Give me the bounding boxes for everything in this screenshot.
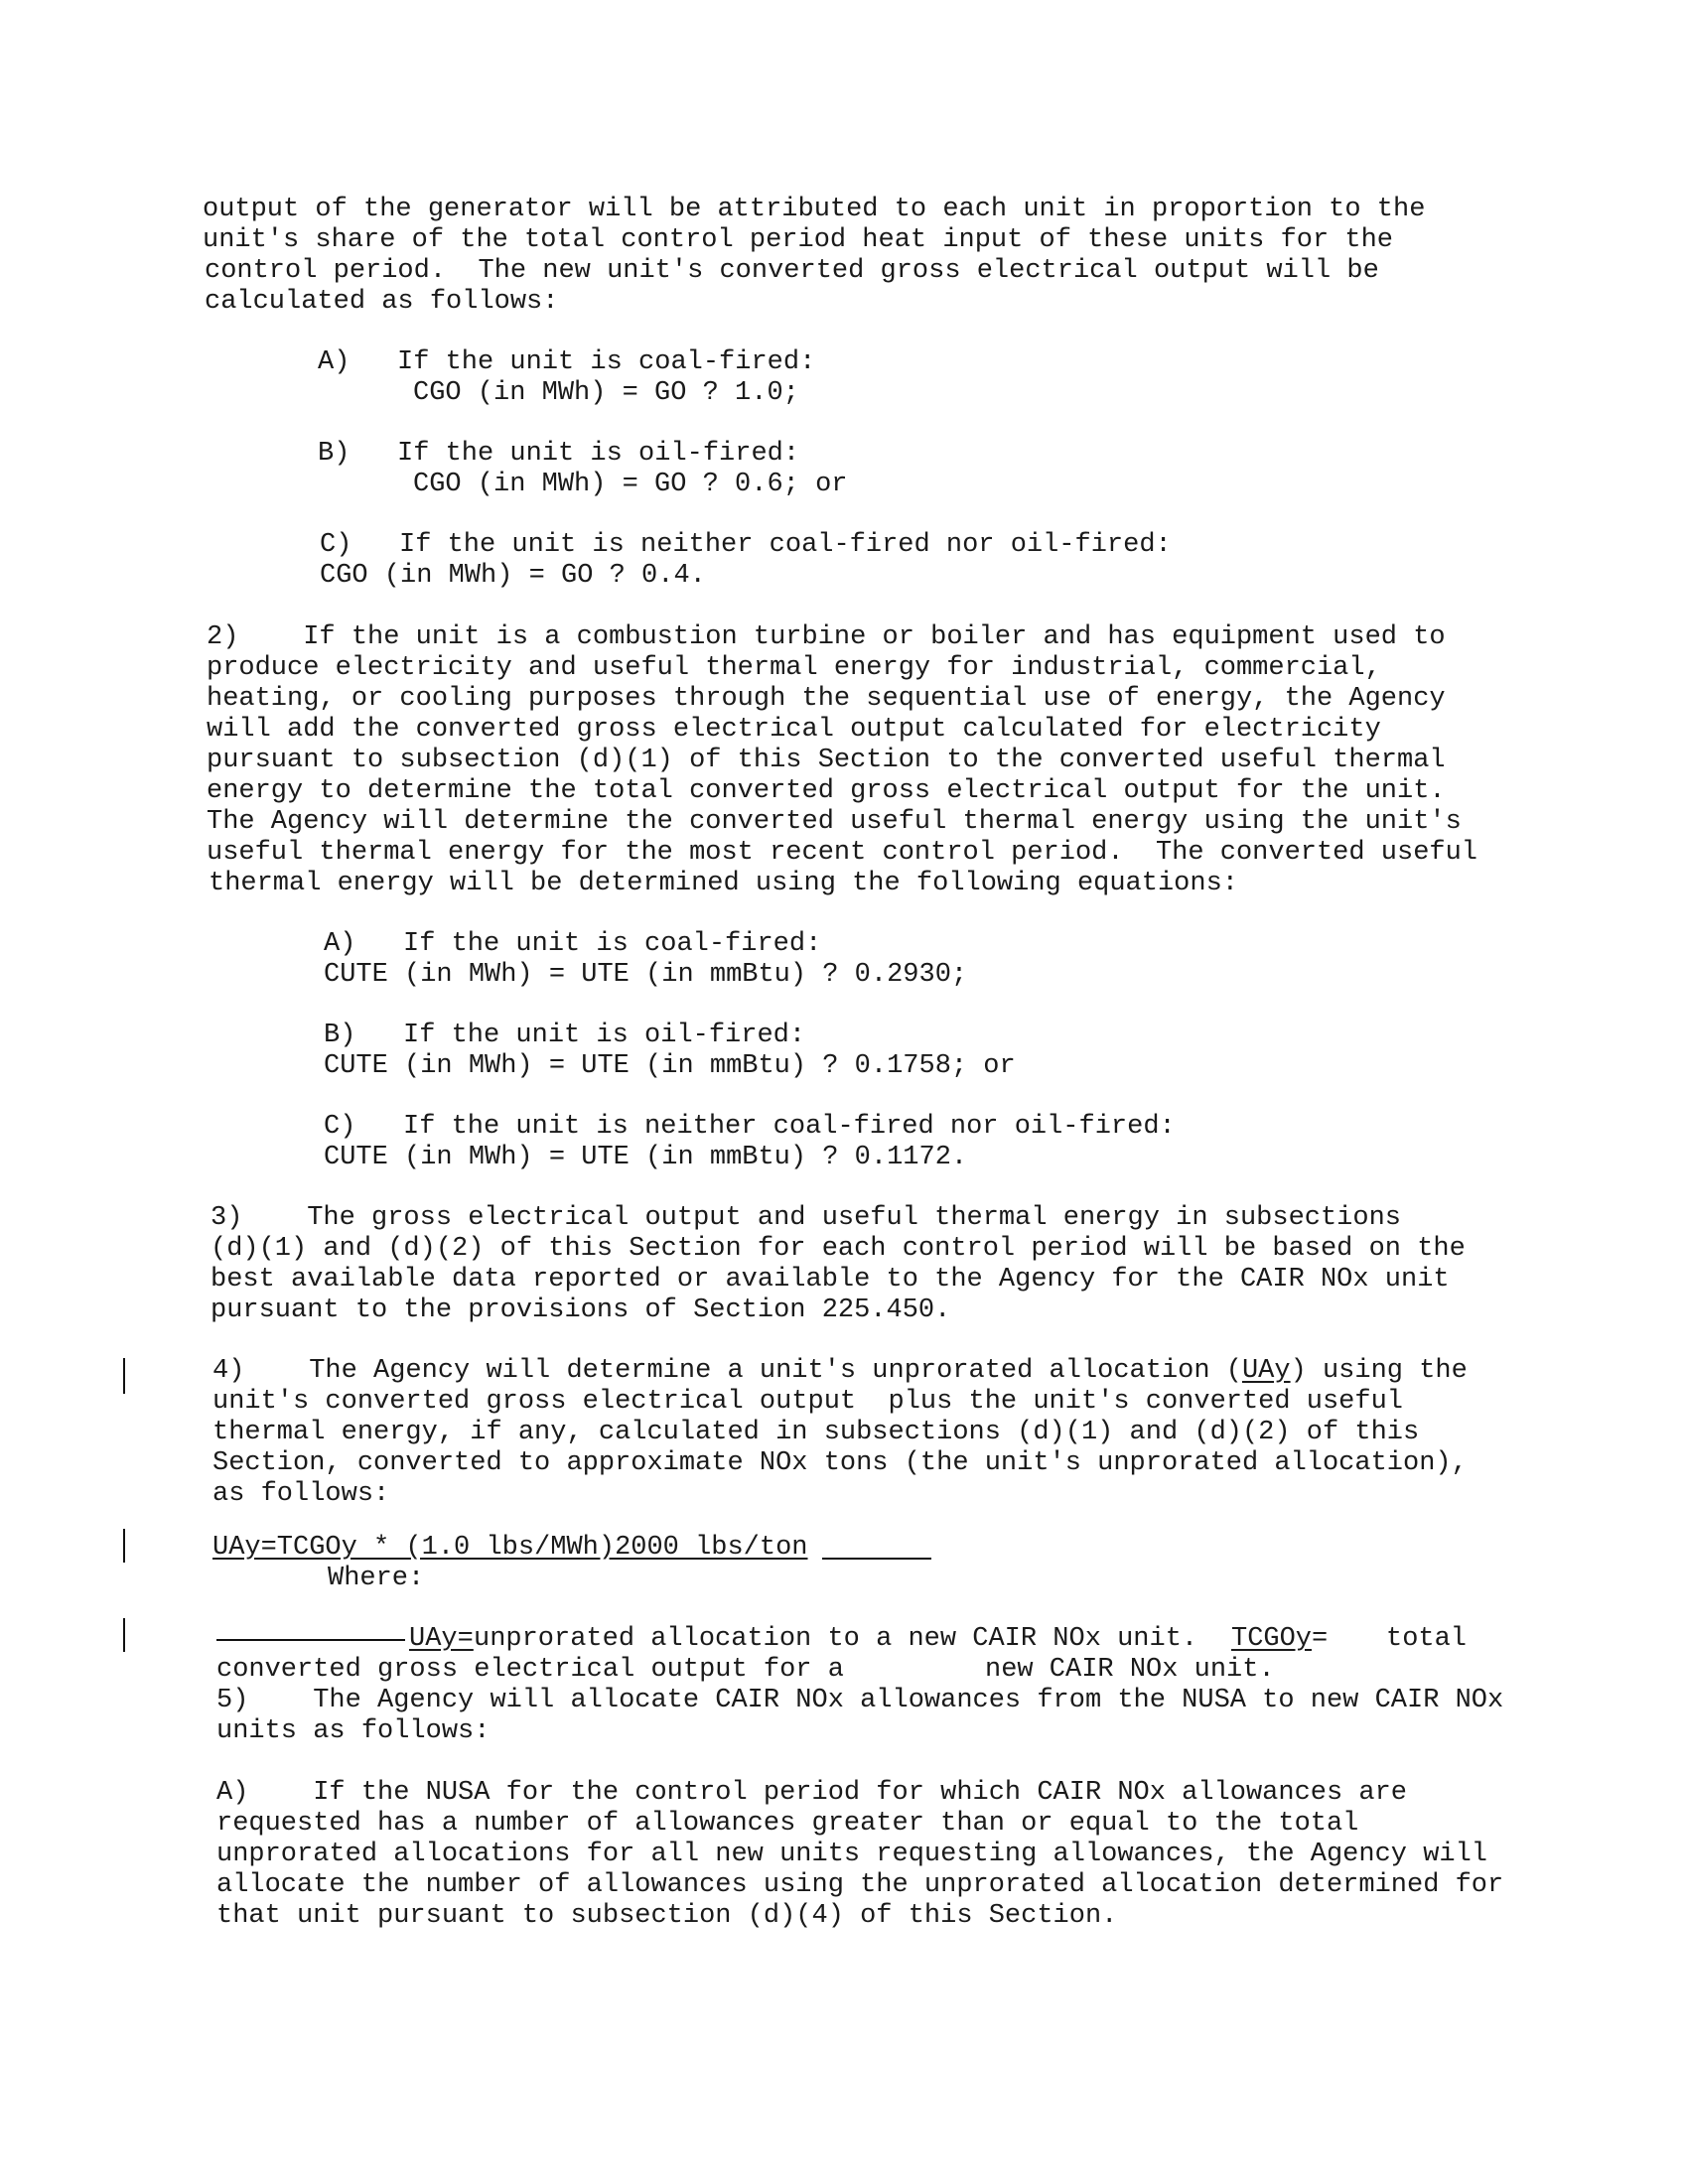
text-line: 3) The gross electrical output and useful thermal energy in subsections <box>210 1203 1401 1233</box>
text-line: 2) If the unit is a combustion turbine or boiler and has equipment used to <box>207 622 1446 652</box>
formula-underline <box>822 1558 931 1560</box>
text-line: (d)(1) and (d)(2) of this Section for each control period will be based on the <box>210 1234 1466 1264</box>
text-line: thermal energy will be determined using the following equations: <box>209 869 1238 898</box>
text-line: thermal energy, if any, calculated in subsections (d)(1) and (d)(2) of this <box>212 1418 1420 1447</box>
text-line: The Agency will determine the converted useful thermal energy using the unit's <box>207 807 1462 837</box>
equation: CGO (in MWh) = GO ? 0.6; or <box>413 470 848 499</box>
tcgo-definition: new CAIR NOx unit. <box>985 1655 1275 1685</box>
list-text: If the unit is neither coal-fired nor oil-fired: <box>399 530 1172 560</box>
text-line: control period. The new unit's converted gross electrical output will be <box>205 256 1379 286</box>
tcgo-equals: = <box>1312 1624 1329 1654</box>
text-line: unit's converted gross electrical output plus the unit's converted useful <box>212 1387 1403 1417</box>
list-text: If the unit is coal-fired: <box>397 347 816 377</box>
list-label: C) <box>324 1112 356 1142</box>
formula-where: Where: <box>328 1564 425 1593</box>
equation: CUTE (in MWh) = UTE (in mmBtu) ? 0.2930; <box>324 960 968 990</box>
text-line: useful thermal energy for the most recent control period. The converted useful <box>207 838 1478 868</box>
text-line: requested has a number of allowances greater than or equal to the total <box>216 1809 1359 1839</box>
text-line: units as follows: <box>216 1716 491 1746</box>
equation: CUTE (in MWh) = UTE (in mmBtu) ? 0.1758; or <box>324 1051 1016 1081</box>
list-text: If the unit is oil-fired: <box>403 1021 806 1050</box>
text-line: 4) The Agency will determine a unit's unprorated allocation (UAy) using the <box>212 1356 1468 1386</box>
text-line: 5) The Agency will allocate CAIR NOx allowances from the NUSA to new CAIR NOx <box>216 1686 1504 1715</box>
list-text: If the unit is neither coal-fired nor oil-fired: <box>403 1112 1176 1142</box>
list-label: A) <box>324 929 356 959</box>
text-line: output of the generator will be attributed to each unit in proportion to the <box>203 195 1426 224</box>
text-line: pursuant to subsection (d)(1) of this Section to the converted useful thermal <box>207 746 1446 775</box>
list-label: C) <box>320 530 352 560</box>
text-line: A) If the NUSA for the control period for which CAIR NOx allowances are <box>216 1778 1407 1808</box>
equation: CUTE (in MWh) = UTE (in mmBtu) ? 0.1172. <box>324 1143 968 1172</box>
text-line: best available data reported or available to the Agency for the CAIR NOx unit <box>210 1265 1450 1295</box>
text-line: produce electricity and useful thermal energy for industrial, commercial, <box>207 653 1381 683</box>
uay-symbol: UAy <box>1241 1356 1291 1386</box>
revision-bar <box>123 1618 125 1652</box>
text-line: as follows: <box>212 1479 390 1509</box>
text-line: unit's share of the total control period heat input of these units for the <box>203 225 1393 255</box>
list-label: B) <box>318 439 351 469</box>
text-line: heating, or cooling purposes through the sequential use of energy, the Agency <box>207 684 1446 714</box>
uay-definition: unprorated allocation to a new CAIR NOx unit. <box>474 1624 1198 1654</box>
uay-term: UAy= <box>409 1624 474 1654</box>
list-label: A) <box>318 347 351 377</box>
tcgo-term: TCGOy <box>1231 1624 1313 1654</box>
text-line: pursuant to the provisions of Section 225.450. <box>210 1296 951 1325</box>
list-text: If the unit is oil-fired: <box>397 439 800 469</box>
equation: CGO (in MWh) = GO ? 0.4. <box>320 561 706 591</box>
formula-equation: UAy=TCGOy * (1.0 lbs/MWh)2000 lbs/ton <box>212 1533 808 1563</box>
text-line: calculated as follows: <box>205 287 559 317</box>
text-line: energy to determine the total converted gross electrical output for the unit. <box>207 776 1446 806</box>
equation: CGO (in MWh) = GO ? 1.0; <box>413 378 799 408</box>
text-line: allocate the number of allowances using the unprorated allocation determined for <box>216 1870 1504 1900</box>
text-line: unprorated allocations for all new units requesting allowances, the Agency will <box>216 1840 1488 1869</box>
tcgo-definition: total <box>1386 1624 1468 1654</box>
text-line: that unit pursuant to subsection (d)(4) of this Section. <box>216 1901 1118 1931</box>
tcgo-definition: converted gross electrical output for a <box>216 1655 844 1685</box>
list-text: If the unit is coal-fired: <box>403 929 822 959</box>
text-line: will add the converted gross electrical output calculated for electricity <box>207 715 1381 745</box>
text-line: Section, converted to approximate NOx tons (the unit's unprorated allocation), <box>212 1448 1468 1478</box>
revision-bar <box>123 1358 125 1394</box>
revision-bar <box>123 1529 125 1563</box>
list-label: B) <box>324 1021 356 1050</box>
definition-rule <box>216 1639 405 1641</box>
